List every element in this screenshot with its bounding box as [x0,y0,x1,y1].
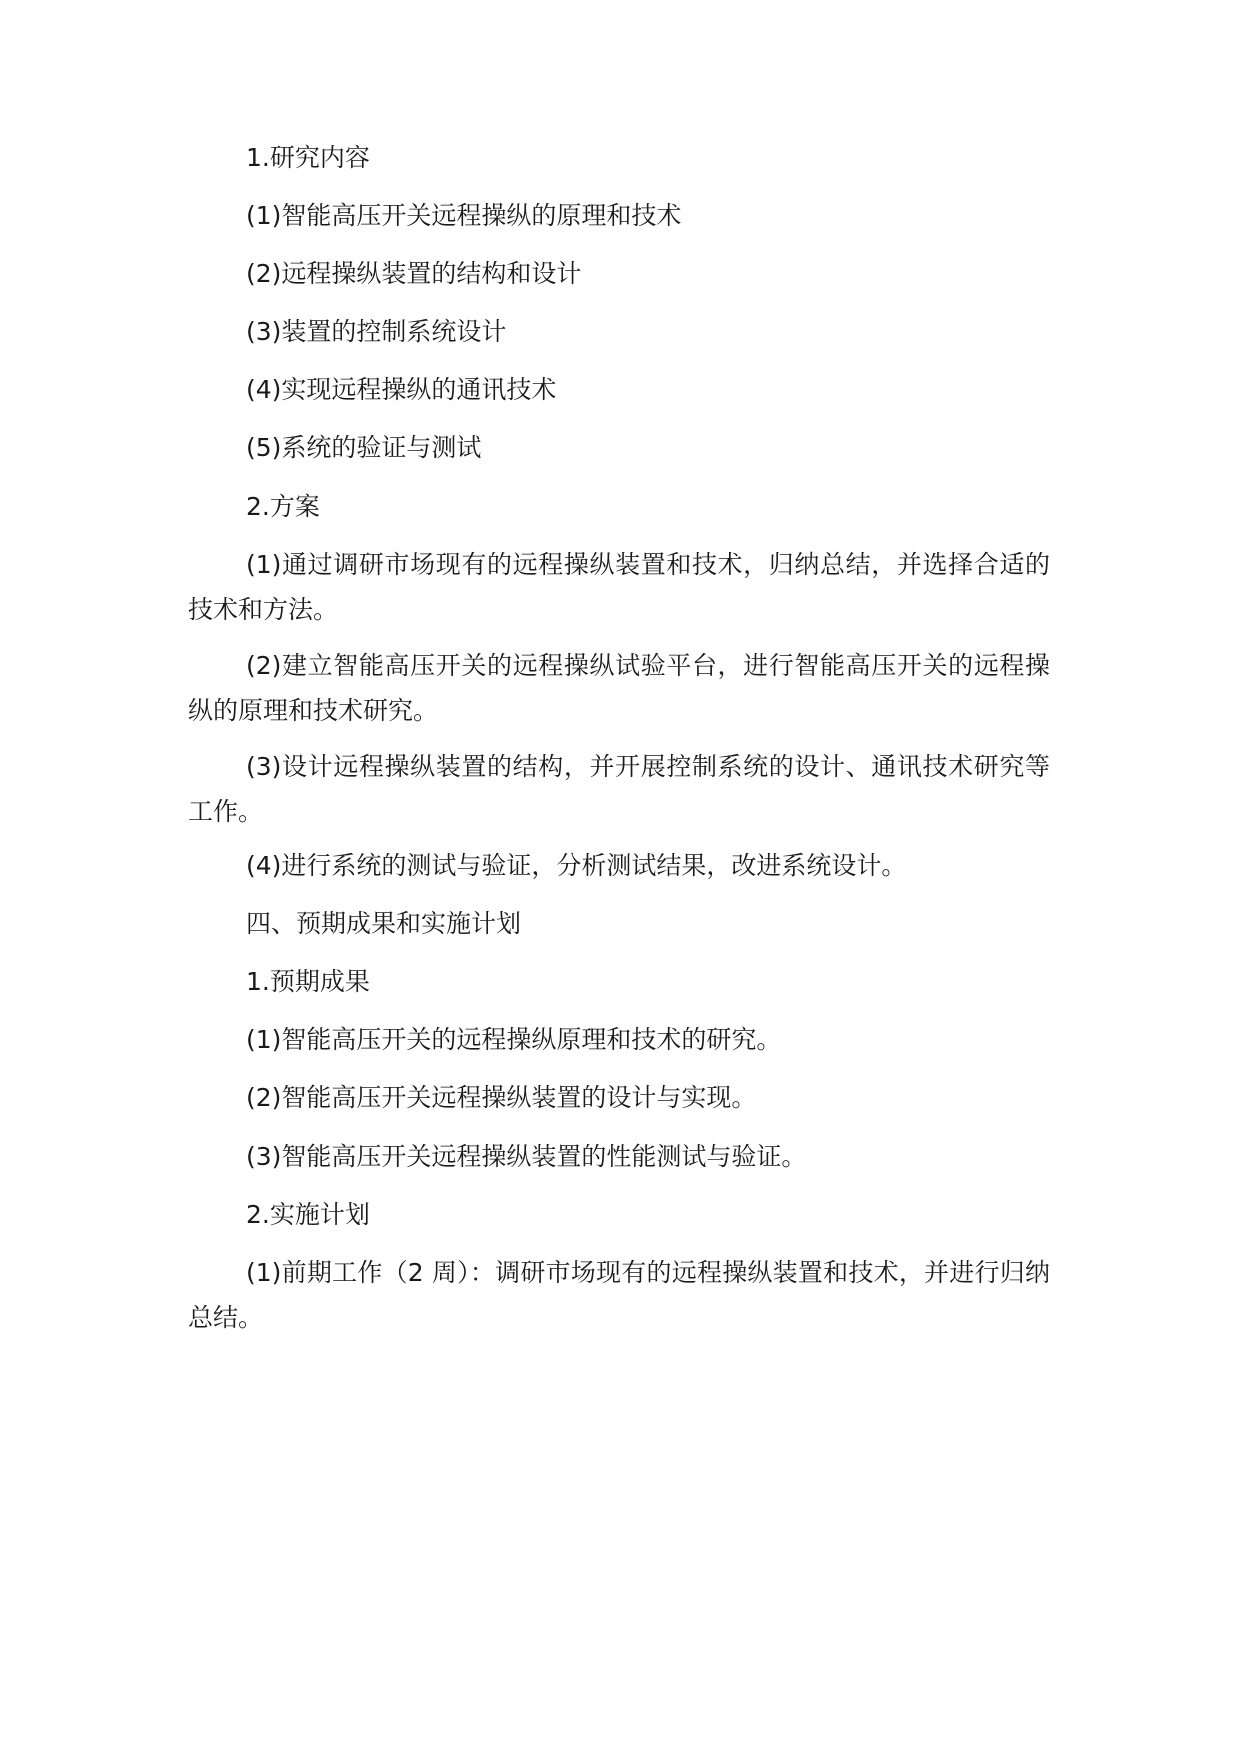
list-item: (3)智能高压开关远程操纵装置的性能测试与验证。 [246,1142,807,1171]
list-item: (1)智能高压开关的远程操纵原理和技术的研究。 [246,1025,782,1054]
section-heading: 四、预期成果和实施计划 [246,909,522,938]
heading-implementation-plan: 2.实施计划 [246,1200,370,1229]
list-item: (1)前期工作（2 周）：调研市场现有的远程操纵装置和技术，并进行归纳总结。 [188,1258,1050,1332]
list-item: (4)进行系统的测试与验证，分析测试结果，改进系统设计。 [246,851,907,880]
list-item: (3)装置的控制系统设计 [246,317,507,346]
list-item: (2)智能高压开关远程操纵装置的设计与实现。 [246,1083,757,1112]
list-item: (4)实现远程操纵的通讯技术 [246,375,557,404]
list-item: (1)智能高压开关远程操纵的原理和技术 [246,201,682,230]
list-item: (3)设计远程操纵装置的结构，并开展控制系统的设计、通讯技术研究等工作。 [188,752,1050,826]
heading-research-content: 1.研究内容 [246,143,370,172]
list-item: (2)建立智能高压开关的远程操纵试验平台，进行智能高压开关的远程操纵的原理和技术研究。 [188,651,1050,725]
list-item: (1)通过调研市场现有的远程操纵装置和技术，归纳总结，并选择合适的技术和方法。 [188,550,1050,624]
heading-expected-results: 1.预期成果 [246,967,370,996]
list-item: (5)系统的验证与测试 [246,433,482,462]
list-item: (2)远程操纵装置的结构和设计 [246,259,582,288]
heading-plan: 2.方案 [246,492,320,521]
